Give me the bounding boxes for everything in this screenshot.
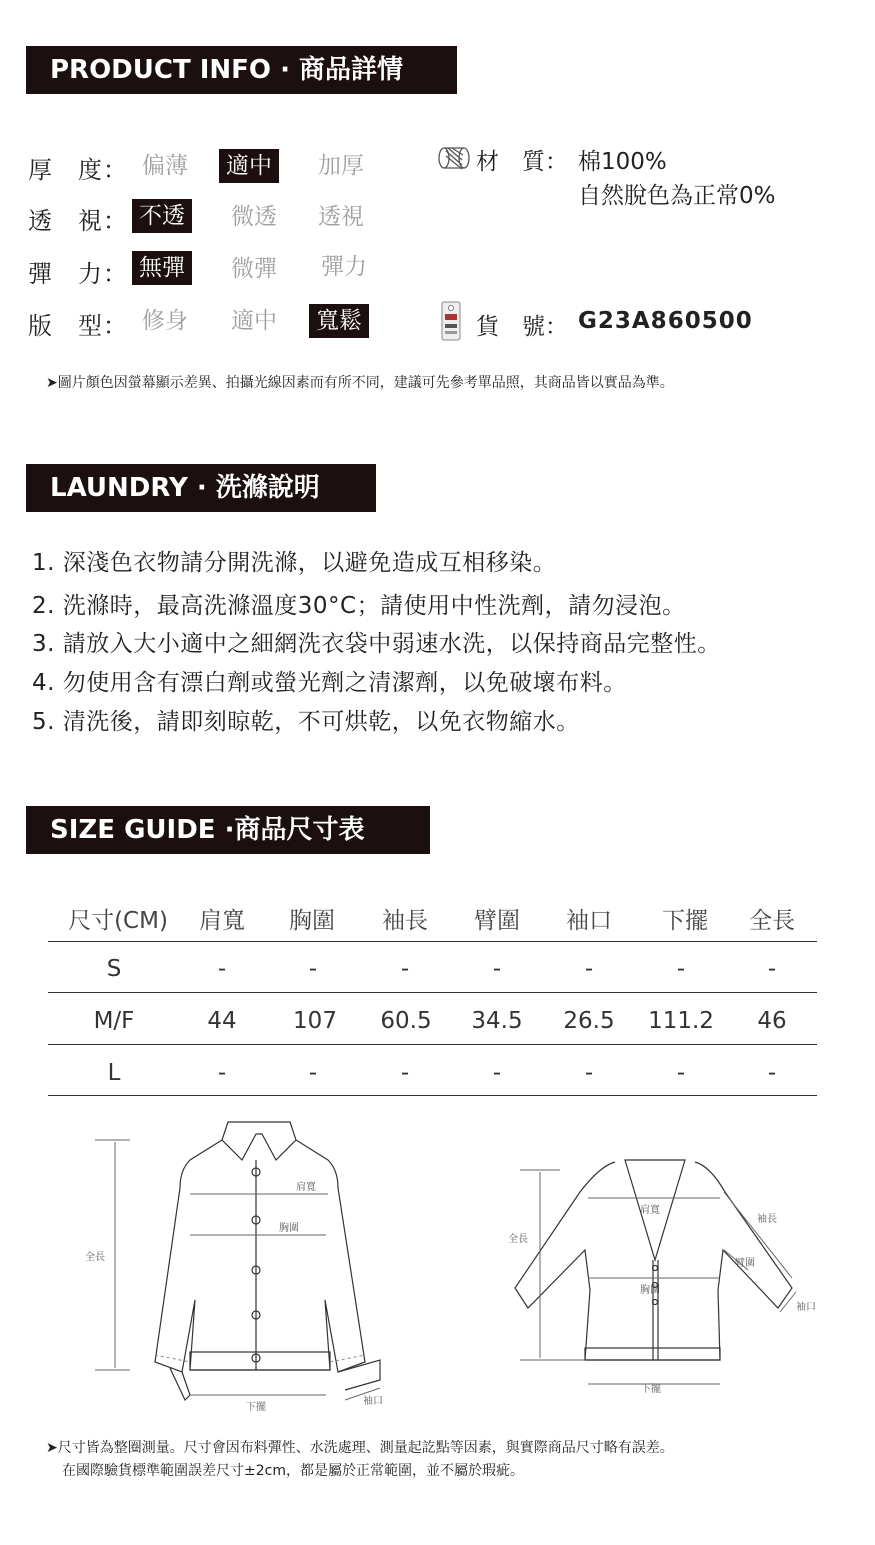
size-col-header: 袖長 <box>382 908 428 934</box>
sku-value: G23A860500 <box>578 308 753 334</box>
table-cell: - <box>492 956 502 982</box>
thread-spool-icon <box>436 143 472 173</box>
transparency-label: 透 視： <box>28 207 128 235</box>
table-cell: - <box>767 956 777 982</box>
material-value-1: 棉100% <box>578 149 667 175</box>
table-cell: 34.5 <box>471 1008 523 1034</box>
table-cell: - <box>308 956 318 982</box>
chest-label-right: 胸圍 <box>640 1285 660 1296</box>
sku-label: 貨 號： <box>476 314 568 340</box>
size-col-header: 臂圍 <box>474 908 520 934</box>
elasticity-option-none: 無彈 <box>132 251 192 285</box>
transparency-option-slight: 微透 <box>231 204 277 230</box>
thickness-option-thick: 加厚 <box>318 153 364 179</box>
arm-label-right: 臂圍 <box>735 1258 755 1269</box>
table-cell: - <box>217 1060 227 1086</box>
elasticity-option-stretch: 彈力 <box>321 254 367 280</box>
elasticity-option-slight: 微彈 <box>231 256 277 282</box>
table-cell: 111.2 <box>648 1008 714 1034</box>
shoulder-label-left: 肩寬 <box>296 1182 316 1193</box>
elasticity-label: 彈 力： <box>28 260 128 288</box>
transparency-option-sheer: 透視 <box>318 204 364 230</box>
thickness-option-thin: 偏薄 <box>142 153 188 179</box>
table-cell: - <box>308 1060 318 1086</box>
chest-label-left: 胸圍 <box>279 1223 299 1234</box>
size-col-header: 袖口 <box>566 908 612 934</box>
length-label-left: 全長 <box>85 1252 105 1263</box>
thickness-label: 厚 度： <box>28 156 128 184</box>
table-cell: - <box>584 1060 594 1086</box>
table-cell: - <box>676 956 686 982</box>
table-divider <box>48 1095 817 1096</box>
shoulder-label-right: 肩寬 <box>640 1205 660 1216</box>
material-value-2: 自然脫色為正常0% <box>578 183 776 209</box>
table-cell: - <box>400 1060 410 1086</box>
table-cell: M/F <box>93 1008 135 1034</box>
laundry-item: 5. 清洗後，請即刻晾乾，不可烘乾，以免衣物縮水。 <box>32 709 580 735</box>
table-cell: S <box>106 956 122 982</box>
product-info-banner: PRODUCT INFO · 商品詳情 <box>26 46 457 94</box>
table-cell: 26.5 <box>563 1008 615 1034</box>
fit-option-loose: 寬鬆 <box>309 304 369 338</box>
laundry-item: 2. 洗滌時，最高洗滌溫度30°C；請使用中性洗劑，請勿浸泡。 <box>32 593 686 619</box>
table-cell: - <box>217 956 227 982</box>
fit-option-slim: 修身 <box>142 308 188 334</box>
table-cell: 60.5 <box>380 1008 432 1034</box>
size-col-header: 肩寬 <box>199 908 245 934</box>
table-cell: - <box>767 1060 777 1086</box>
table-divider <box>48 1044 817 1045</box>
color-disclaimer: ➤圖片顏色因螢幕顯示差異、拍攝光線因素而有所不同，建議可先參考單品照，其商品皆以實品為準。 <box>46 375 674 391</box>
hem-label-left: 下擺 <box>246 1402 266 1413</box>
cuff-label-right: 袖口 <box>796 1302 816 1313</box>
size-col-header: 下擺 <box>662 908 708 934</box>
material-label: 材 質： <box>476 149 568 175</box>
table-cell: 44 <box>207 1008 237 1034</box>
size-note-2: 在國際驗貨標準範圍誤差尺寸±2cm，都是屬於正常範圍，並不屬於瑕疵。 <box>62 1463 524 1479</box>
fit-label: 版 型： <box>28 312 128 340</box>
table-cell: - <box>584 956 594 982</box>
laundry-item: 3. 請放入大小適中之細網洗衣袋中弱速水洗，以保持商品完整性。 <box>32 631 721 657</box>
transparency-option-opaque: 不透 <box>132 199 192 233</box>
hem-label-right: 下擺 <box>641 1384 661 1395</box>
clothing-tag-icon <box>440 300 464 344</box>
length-label-right: 全長 <box>508 1234 528 1245</box>
measurement-diagrams <box>0 1110 875 1420</box>
sleeve-label-right: 袖長 <box>757 1214 777 1225</box>
laundry-banner: LAUNDRY · 洗滌說明 <box>26 464 376 512</box>
table-cell: - <box>400 956 410 982</box>
table-cell: 107 <box>293 1008 337 1034</box>
size-col-header: 尺寸(CM) <box>68 908 168 934</box>
thickness-option-medium: 適中 <box>219 149 279 183</box>
cuff-label-left: 袖口 <box>363 1396 383 1407</box>
table-cell: - <box>492 1060 502 1086</box>
table-cell: - <box>676 1060 686 1086</box>
table-cell: L <box>107 1060 121 1086</box>
size-col-header: 胸圍 <box>289 908 335 934</box>
shirt-diagram <box>155 1122 380 1400</box>
size-guide-banner: SIZE GUIDE ·商品尺寸表 <box>26 806 430 854</box>
laundry-item: 1. 深淺色衣物請分開洗滌，以避免造成互相移染。 <box>32 550 557 576</box>
table-cell: 46 <box>757 1008 787 1034</box>
table-divider <box>48 992 817 993</box>
laundry-item: 4. 勿使用含有漂白劑或螢光劑之清潔劑，以免破壞布料。 <box>32 670 627 696</box>
size-note-1: ➤尺寸皆為整圈測量。尺寸會因布料彈性、水洗處理、測量起訖點等因素，與實際商品尺寸略有誤差。 <box>46 1440 674 1456</box>
table-divider <box>48 941 817 942</box>
fit-option-regular: 適中 <box>231 308 277 334</box>
size-col-header: 全長 <box>749 908 795 934</box>
